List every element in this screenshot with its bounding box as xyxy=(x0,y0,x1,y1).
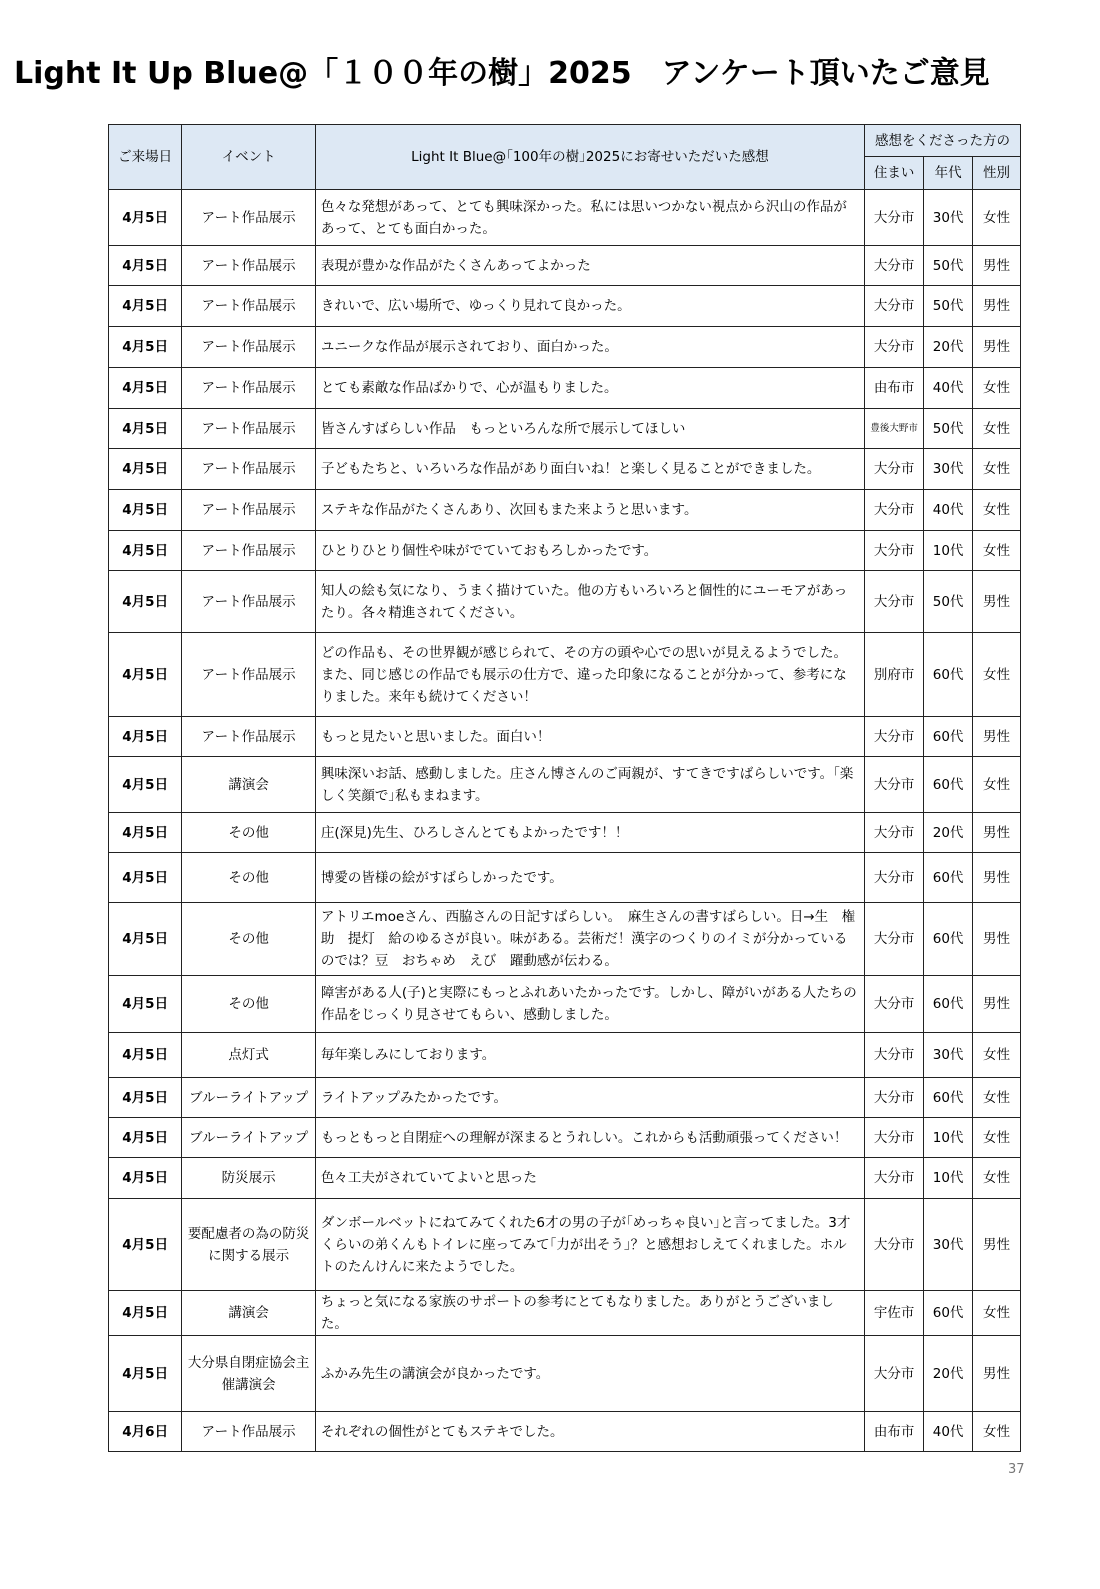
cell-comment: 毎年楽しみにしております。 xyxy=(315,1033,864,1078)
cell-comment: 子どもたちと、いろいろな作品があり面白いね！と楽しく見ることができました。 xyxy=(315,449,864,490)
cell-date: 4月5日 xyxy=(109,1158,182,1199)
cell-residence: 大分市 xyxy=(865,571,924,633)
table-row xyxy=(109,1199,1021,1291)
cell-comment: 興味深いお話、感動しました。庄さん博さんのご両親が、すてきですばらしいです。｢楽しく笑顔で｣私もまねます。 xyxy=(315,757,864,813)
cell-comment: ふかみ先生の講演会が良かったです。 xyxy=(315,1336,864,1412)
cell-residence: 大分市 xyxy=(865,490,924,531)
cell-comment: ちょっと気になる家族のサポートの参考にとてもなりました。ありがとうございました。 xyxy=(315,1291,864,1336)
cell-age: 40代 xyxy=(924,490,973,531)
cell-event: 点灯式 xyxy=(182,1033,315,1078)
cell-residence: 大分市 xyxy=(865,1336,924,1412)
header-comment: Light It Blue@｢100年の樹｣2025にお寄せいただいた感想 xyxy=(315,125,864,190)
cell-residence: 大分市 xyxy=(865,903,924,976)
cell-gender: 女性 xyxy=(973,1118,1021,1158)
cell-age: 60代 xyxy=(924,853,973,903)
cell-age: 20代 xyxy=(924,813,973,853)
cell-age: 60代 xyxy=(924,976,973,1033)
cell-date: 4月5日 xyxy=(109,449,182,490)
cell-date: 4月5日 xyxy=(109,409,182,449)
header-gender: 性別 xyxy=(973,157,1021,190)
cell-gender: 女性 xyxy=(973,1078,1021,1118)
cell-gender: 女性 xyxy=(973,1412,1021,1452)
cell-age: 50代 xyxy=(924,571,973,633)
cell-residence: 大分市 xyxy=(865,327,924,368)
cell-date: 4月5日 xyxy=(109,286,182,327)
cell-residence: 大分市 xyxy=(865,449,924,490)
cell-comment: 皆さんすばらしい作品 もっといろんな所で展示してほしい xyxy=(315,409,864,449)
cell-date: 4月5日 xyxy=(109,531,182,571)
cell-age: 60代 xyxy=(924,757,973,813)
cell-residence: 由布市 xyxy=(865,368,924,409)
cell-gender: 女性 xyxy=(973,1158,1021,1199)
cell-age: 40代 xyxy=(924,1412,973,1452)
cell-gender: 男性 xyxy=(973,976,1021,1033)
cell-gender: 女性 xyxy=(973,633,1021,717)
header-event: イベント xyxy=(182,125,315,190)
page-number: 37 xyxy=(1008,1462,1025,1477)
cell-age: 60代 xyxy=(924,717,973,757)
table-body xyxy=(109,190,1021,1452)
cell-date: 4月5日 xyxy=(109,190,182,246)
cell-event: アート作品展示 xyxy=(182,633,315,717)
cell-residence: 大分市 xyxy=(865,813,924,853)
cell-date: 4月5日 xyxy=(109,490,182,531)
table-row xyxy=(109,531,1021,571)
cell-gender: 女性 xyxy=(973,757,1021,813)
cell-comment: ひとりひとり個性や味がでていておもろしかったです。 xyxy=(315,531,864,571)
cell-date: 4月5日 xyxy=(109,1291,182,1336)
cell-residence: 大分市 xyxy=(865,1158,924,1199)
cell-event: 防災展示 xyxy=(182,1158,315,1199)
cell-event: その他 xyxy=(182,813,315,853)
cell-age: 20代 xyxy=(924,1336,973,1412)
cell-date: 4月5日 xyxy=(109,246,182,286)
cell-age: 30代 xyxy=(924,1199,973,1291)
cell-event: アート作品展示 xyxy=(182,409,315,449)
cell-age: 40代 xyxy=(924,368,973,409)
table-row xyxy=(109,1412,1021,1452)
table-row xyxy=(109,368,1021,409)
cell-event: アート作品展示 xyxy=(182,286,315,327)
cell-comment: どの作品も、その世界観が感じられて、その方の頭や心での思いが見えるようでした。また、同じ感じの作品でも展示の仕方で、違った印象になることが分かって、参考になりました。来年も続けてください！ xyxy=(315,633,864,717)
table-row xyxy=(109,633,1021,717)
cell-residence: 大分市 xyxy=(865,717,924,757)
cell-comment: 庄(深見)先生、ひろしさんとてもよかったです！！ xyxy=(315,813,864,853)
cell-event: アート作品展示 xyxy=(182,1412,315,1452)
cell-gender: 男性 xyxy=(973,1336,1021,1412)
cell-residence: 大分市 xyxy=(865,531,924,571)
cell-date: 4月5日 xyxy=(109,1199,182,1291)
cell-event: アート作品展示 xyxy=(182,490,315,531)
cell-age: 10代 xyxy=(924,1158,973,1199)
cell-date: 4月5日 xyxy=(109,571,182,633)
cell-gender: 男性 xyxy=(973,246,1021,286)
table-row xyxy=(109,409,1021,449)
cell-event: ブルーライトアップ xyxy=(182,1118,315,1158)
cell-comment: 色々な発想があって、とても興味深かった。私には思いつかない視点から沢山の作品があって、とても面白かった。 xyxy=(315,190,864,246)
cell-date: 4月6日 xyxy=(109,1412,182,1452)
cell-date: 4月5日 xyxy=(109,633,182,717)
cell-residence: 大分市 xyxy=(865,286,924,327)
cell-age: 50代 xyxy=(924,286,973,327)
cell-age: 60代 xyxy=(924,1291,973,1336)
header-respondent-group: 感想をくださった方の xyxy=(865,125,1021,157)
cell-age: 60代 xyxy=(924,633,973,717)
cell-residence: 大分市 xyxy=(865,190,924,246)
header-date: ご来場日 xyxy=(109,125,182,190)
cell-event: アート作品展示 xyxy=(182,190,315,246)
cell-gender: 女性 xyxy=(973,409,1021,449)
table-row xyxy=(109,717,1021,757)
cell-comment: もっと見たいと思いました。面白い！ xyxy=(315,717,864,757)
table-row xyxy=(109,1291,1021,1336)
cell-residence: 大分市 xyxy=(865,757,924,813)
cell-event: アート作品展示 xyxy=(182,531,315,571)
cell-gender: 男性 xyxy=(973,813,1021,853)
cell-gender: 女性 xyxy=(973,368,1021,409)
cell-date: 4月5日 xyxy=(109,1118,182,1158)
cell-age: 60代 xyxy=(924,1078,973,1118)
cell-age: 30代 xyxy=(924,1033,973,1078)
cell-event: アート作品展示 xyxy=(182,571,315,633)
cell-gender: 女性 xyxy=(973,1291,1021,1336)
cell-comment: ダンボールベットにねてみてくれた6才の男の子が｢めっちゃ良い｣と言ってました。3才くらいの弟くんもトイレに座ってみて｢力が出そう｣？と感想おしえてくれました。ホルトのたんけんに来たようでした。 xyxy=(315,1199,864,1291)
cell-gender: 男性 xyxy=(973,571,1021,633)
table-row xyxy=(109,571,1021,633)
cell-residence: 別府市 xyxy=(865,633,924,717)
cell-event: アート作品展示 xyxy=(182,246,315,286)
table-row xyxy=(109,903,1021,976)
cell-comment: 博愛の皆様の絵がすばらしかったです。 xyxy=(315,853,864,903)
cell-date: 4月5日 xyxy=(109,813,182,853)
table-row xyxy=(109,286,1021,327)
cell-residence: 大分市 xyxy=(865,1033,924,1078)
cell-gender: 女性 xyxy=(973,490,1021,531)
table-row xyxy=(109,976,1021,1033)
cell-event: アート作品展示 xyxy=(182,368,315,409)
cell-gender: 男性 xyxy=(973,327,1021,368)
cell-date: 4月5日 xyxy=(109,717,182,757)
cell-event: 大分県自閉症協会主催講演会 xyxy=(182,1336,315,1412)
cell-comment: ステキな作品がたくさんあり、次回もまた来ようと思います。 xyxy=(315,490,864,531)
cell-date: 4月5日 xyxy=(109,368,182,409)
cell-age: 50代 xyxy=(924,246,973,286)
table-row xyxy=(109,327,1021,368)
cell-comment: ライトアップみたかったです。 xyxy=(315,1078,864,1118)
cell-event: その他 xyxy=(182,976,315,1033)
table-row xyxy=(109,757,1021,813)
table-row xyxy=(109,1336,1021,1412)
cell-gender: 女性 xyxy=(973,531,1021,571)
cell-residence: 大分市 xyxy=(865,1199,924,1291)
header-age: 年代 xyxy=(924,157,973,190)
cell-event: その他 xyxy=(182,903,315,976)
cell-age: 20代 xyxy=(924,327,973,368)
table-row xyxy=(109,1118,1021,1158)
cell-age: 60代 xyxy=(924,903,973,976)
table-row xyxy=(109,853,1021,903)
table-row xyxy=(109,190,1021,246)
cell-age: 30代 xyxy=(924,449,973,490)
cell-date: 4月5日 xyxy=(109,903,182,976)
cell-residence: 豊後大野市 xyxy=(865,409,924,449)
cell-age: 10代 xyxy=(924,531,973,571)
cell-comment: それぞれの個性がとてもステキでした。 xyxy=(315,1412,864,1452)
cell-event: 講演会 xyxy=(182,1291,315,1336)
page-title: Light It Up Blue@「１００年の樹」2025 アンケート頂いたご意見 xyxy=(14,56,990,91)
table-header xyxy=(109,125,1021,190)
cell-date: 4月5日 xyxy=(109,853,182,903)
cell-date: 4月5日 xyxy=(109,976,182,1033)
cell-gender: 女性 xyxy=(973,1033,1021,1078)
cell-residence: 大分市 xyxy=(865,1118,924,1158)
cell-event: アート作品展示 xyxy=(182,449,315,490)
table-row xyxy=(109,1033,1021,1078)
table-row xyxy=(109,449,1021,490)
table-row xyxy=(109,813,1021,853)
header-residence: 住まい xyxy=(865,157,924,190)
cell-date: 4月5日 xyxy=(109,327,182,368)
cell-gender: 男性 xyxy=(973,853,1021,903)
cell-comment: アトリエmoeさん、西脇さんの日記すばらしい。 麻生さんの書すばらしい。日→生 権助 提灯 給のゆるさが良い。味がある。芸術だ！漢字のつくりのイミが分かっているのでは？豆 おちゃめ えび 躍動感が伝わる。 xyxy=(315,903,864,976)
cell-comment: 色々工夫がされていてよいと思った xyxy=(315,1158,864,1199)
cell-residence: 大分市 xyxy=(865,976,924,1033)
cell-residence: 大分市 xyxy=(865,853,924,903)
cell-gender: 男性 xyxy=(973,1199,1021,1291)
cell-date: 4月5日 xyxy=(109,757,182,813)
cell-date: 4月5日 xyxy=(109,1336,182,1412)
cell-comment: 知人の絵も気になり、うまく描けていた。他の方もいろいろと個性的にユーモアがあったり。各々精進されてください。 xyxy=(315,571,864,633)
cell-event: 要配慮者の為の防災に関する展示 xyxy=(182,1199,315,1291)
cell-age: 50代 xyxy=(924,409,973,449)
cell-event: アート作品展示 xyxy=(182,327,315,368)
table-row xyxy=(109,490,1021,531)
cell-residence: 宇佐市 xyxy=(865,1291,924,1336)
cell-comment: とても素敵な作品ばかりで、心が温もりました。 xyxy=(315,368,864,409)
cell-gender: 女性 xyxy=(973,449,1021,490)
cell-gender: 男性 xyxy=(973,717,1021,757)
cell-comment: きれいで、広い場所で、ゆっくり見れて良かった。 xyxy=(315,286,864,327)
cell-gender: 男性 xyxy=(973,286,1021,327)
survey-table xyxy=(108,124,1021,1452)
cell-event: ブルーライトアップ xyxy=(182,1078,315,1118)
table-row xyxy=(109,246,1021,286)
cell-comment: 障害がある人(子)と実際にもっとふれあいたかったです。しかし、障がいがある人たちの作品をじっくり見させてもらい、感動しました。 xyxy=(315,976,864,1033)
cell-age: 30代 xyxy=(924,190,973,246)
cell-gender: 男性 xyxy=(973,903,1021,976)
cell-date: 4月5日 xyxy=(109,1033,182,1078)
cell-event: その他 xyxy=(182,853,315,903)
cell-comment: もっともっと自閉症への理解が深まるとうれしい。これからも活動頑張ってください！ xyxy=(315,1118,864,1158)
cell-event: アート作品展示 xyxy=(182,717,315,757)
cell-residence: 由布市 xyxy=(865,1412,924,1452)
table-row xyxy=(109,1078,1021,1118)
cell-residence: 大分市 xyxy=(865,1078,924,1118)
cell-gender: 女性 xyxy=(973,190,1021,246)
cell-age: 10代 xyxy=(924,1118,973,1158)
table-row xyxy=(109,1158,1021,1199)
cell-date: 4月5日 xyxy=(109,1078,182,1118)
cell-comment: 表現が豊かな作品がたくさんあってよかった xyxy=(315,246,864,286)
cell-event: 講演会 xyxy=(182,757,315,813)
cell-comment: ユニークな作品が展示されており、面白かった。 xyxy=(315,327,864,368)
cell-residence: 大分市 xyxy=(865,246,924,286)
